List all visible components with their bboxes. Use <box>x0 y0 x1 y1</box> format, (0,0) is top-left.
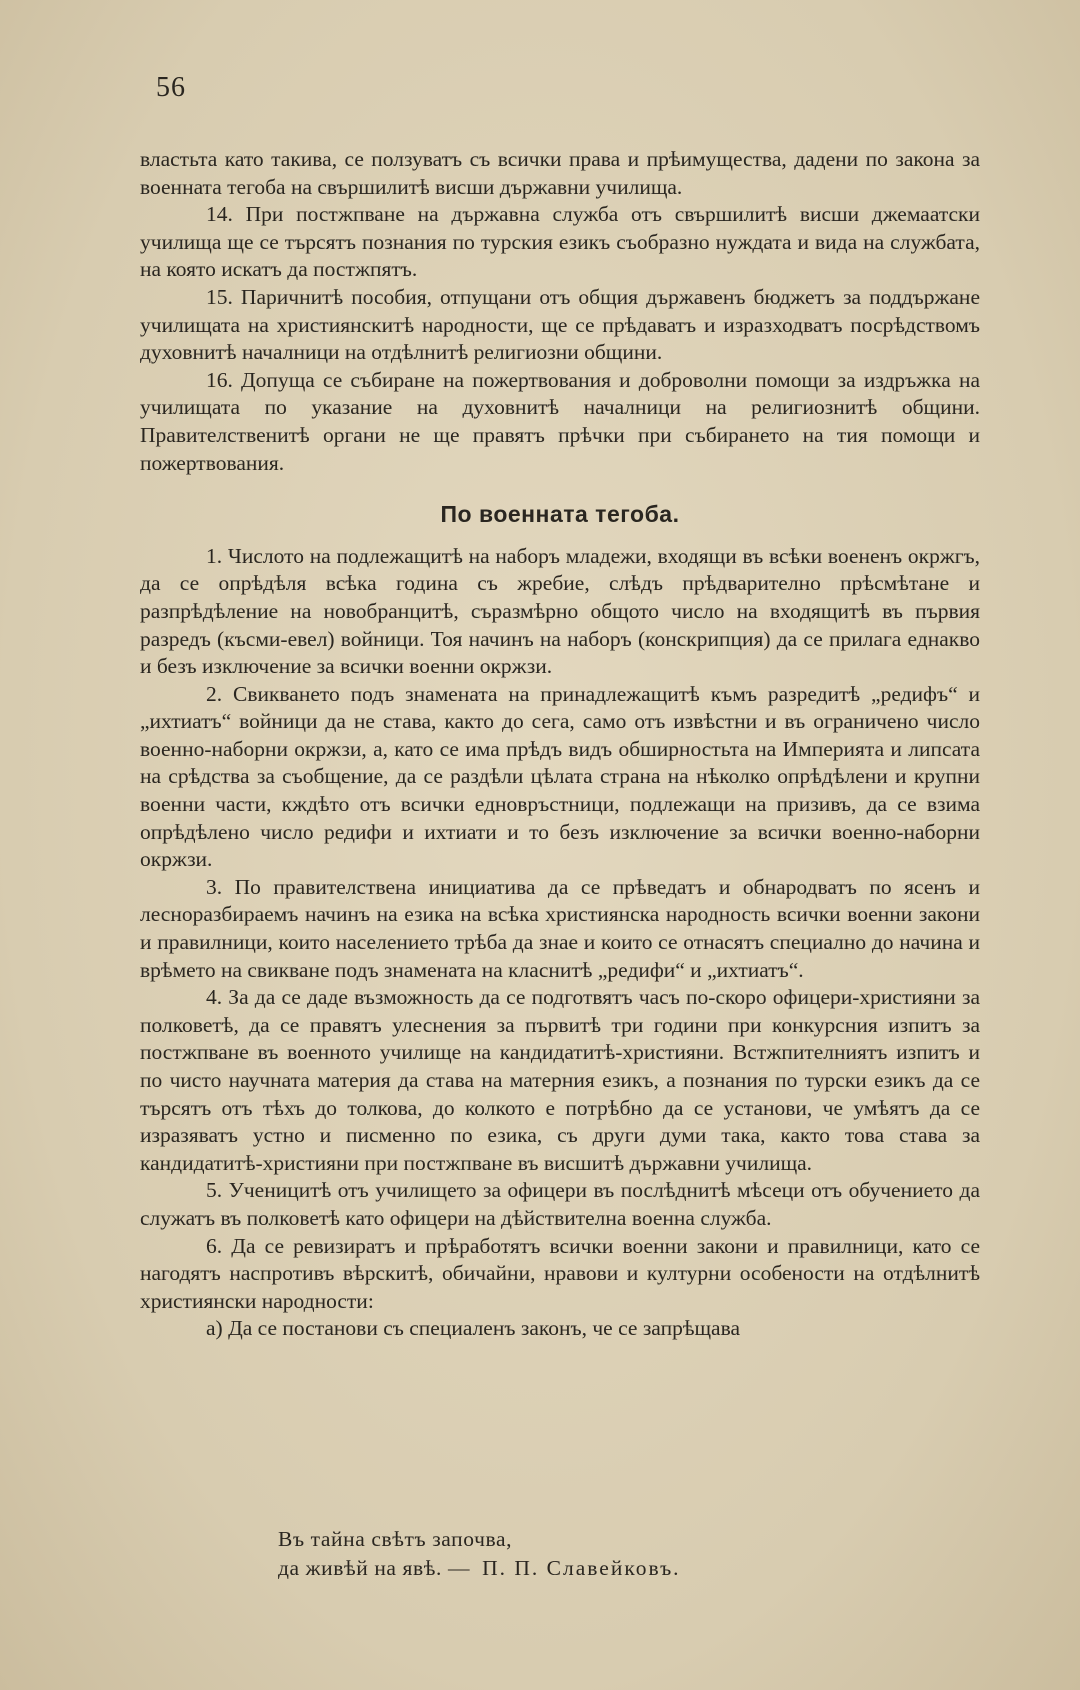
military-paragraph-4: 4. За да се даде възможность да се подготвятъ часъ по-скоро офицери-християни за полковетѣ, да се правятъ улеснения за първитѣ три години при конкурсния изпитъ за постжпване въ военното училище на кандидатитѣ-християни. Встжпителниятъ изпитъ и по чисто научната материя да става на матерния езикъ, а познания по турски езикъ да се търсятъ отъ тѣхъ до толкова, до колкото е потрѣбно да се установи, че умѣятъ да се изразяватъ устно и писменно по езика, съ други думи така, както това става за кандидатитѣ-християни при постжпване въ висшитѣ държавни училища. <box>140 985 980 1175</box>
epigraph-line-1: Въ тайна свѣтъ започва, <box>278 1527 513 1551</box>
military-paragraph-6a: а) Да се постанови съ специаленъ законъ, че се запрѣщава <box>206 1316 741 1341</box>
paragraph-15: 15. Паричнитѣ пособия, отпущани отъ общия държавенъ бюджетъ за поддържане училищата на християнскитѣ народности, ще се прѣдаватъ и изразходватъ посрѣдствомъ духовнитѣ началници на отдѣлнитѣ религиозни общини. <box>140 284 980 365</box>
military-paragraph-2: 2. Свикването подъ знамената на принадлежащитѣ къмъ разредитѣ „редифъ“ и „ихтиатъ“ войници да не става, както до сега, само отъ извѣстни и въ ограничено число военно-наборни окржзи, а, като се има прѣдъ видъ обширностьта на Империята и липсата на срѣдства за съобщение, да се раздѣли цѣлата страна на нѣколко опрѣдѣлени и крупни военни части, кждѣто отъ всички едновръстници, подлежащи на призивъ, да се взима опрѣдѣлено число редифи и ихтиати и то безъ изключение за всички военно-наборни окржзи. <box>140 681 980 872</box>
paragraph-continued: властьта като такива, се ползуватъ съ всички права и прѣимущества, дадени по закона за военната тегоба на свършилитѣ висши държавни училища. <box>140 147 980 199</box>
epigraph <box>278 1525 681 1583</box>
section-heading: По военната тегоба. <box>440 501 680 528</box>
military-paragraph-5: 5. Ученицитѣ отъ училището за офицери въ послѣднитѣ мѣсеци отъ обучението да служатъ въ полковетѣ като офицери на дѣйствителна военна служба. <box>140 1178 980 1230</box>
paragraph-14: 14. При постжпване на държавна служба отъ свършилитѣ висши джемаатски училища ще се търсятъ познания по турския езикъ съобразно нуждата и вида на службата, на която искатъ да постжпятъ. <box>140 202 980 282</box>
paragraph-16: 16. Допуща се събиране на пожертвования и доброволни помощи за издръжка на училищата по указание на духовнитѣ началници на религиознитѣ общини. Правителственитѣ органи не ще правятъ прѣчки при събирането на тия помощи и пожертвования. <box>140 367 980 475</box>
page-body <box>140 146 980 1343</box>
epigraph-author: П. П. Славейковъ. <box>482 1556 681 1580</box>
epigraph-line-2: да живѣй на явѣ. — <box>278 1556 471 1580</box>
military-paragraph-3: 3. По правителствена инициатива да се прѣведатъ и обнародватъ по ясенъ и лесноразбираемъ начинъ на езика на всѣка християнска народность всички военни закони и правилници, които населението трѣба да знае и които се отнасятъ специално до начина и врѣмето на свикване подъ знамената на класнитѣ „редифи“ и „ихтиатъ“. <box>140 874 980 982</box>
epigraph-line-2-wrap <box>278 1554 681 1583</box>
page-number: 56 <box>156 72 186 103</box>
military-paragraph-1: 1. Числото на подлежащитѣ на наборъ младежи, входящи въ всѣки воененъ окржгъ, да се опрѣдѣля всѣка година съ жребие, слѣдъ прѣдварително прѣсмѣтане и разпрѣдѣление на новобранцитѣ, съразмѣрно общото число на входящитѣ въ първия разредъ (късми-евел) войници. Тоя начинъ на наборъ (конскрипция) да се прилага еднакво и безъ изключение за всички военни окржзи. <box>140 543 980 679</box>
military-paragraph-6: 6. Да се ревизиратъ и прѣработятъ всички военни закони и правилници, като се нагодятъ наспротивъ вѣрскитѣ, обичайни, нравови и културни особености на отдѣлнитѣ християнски народности: <box>140 1233 980 1313</box>
